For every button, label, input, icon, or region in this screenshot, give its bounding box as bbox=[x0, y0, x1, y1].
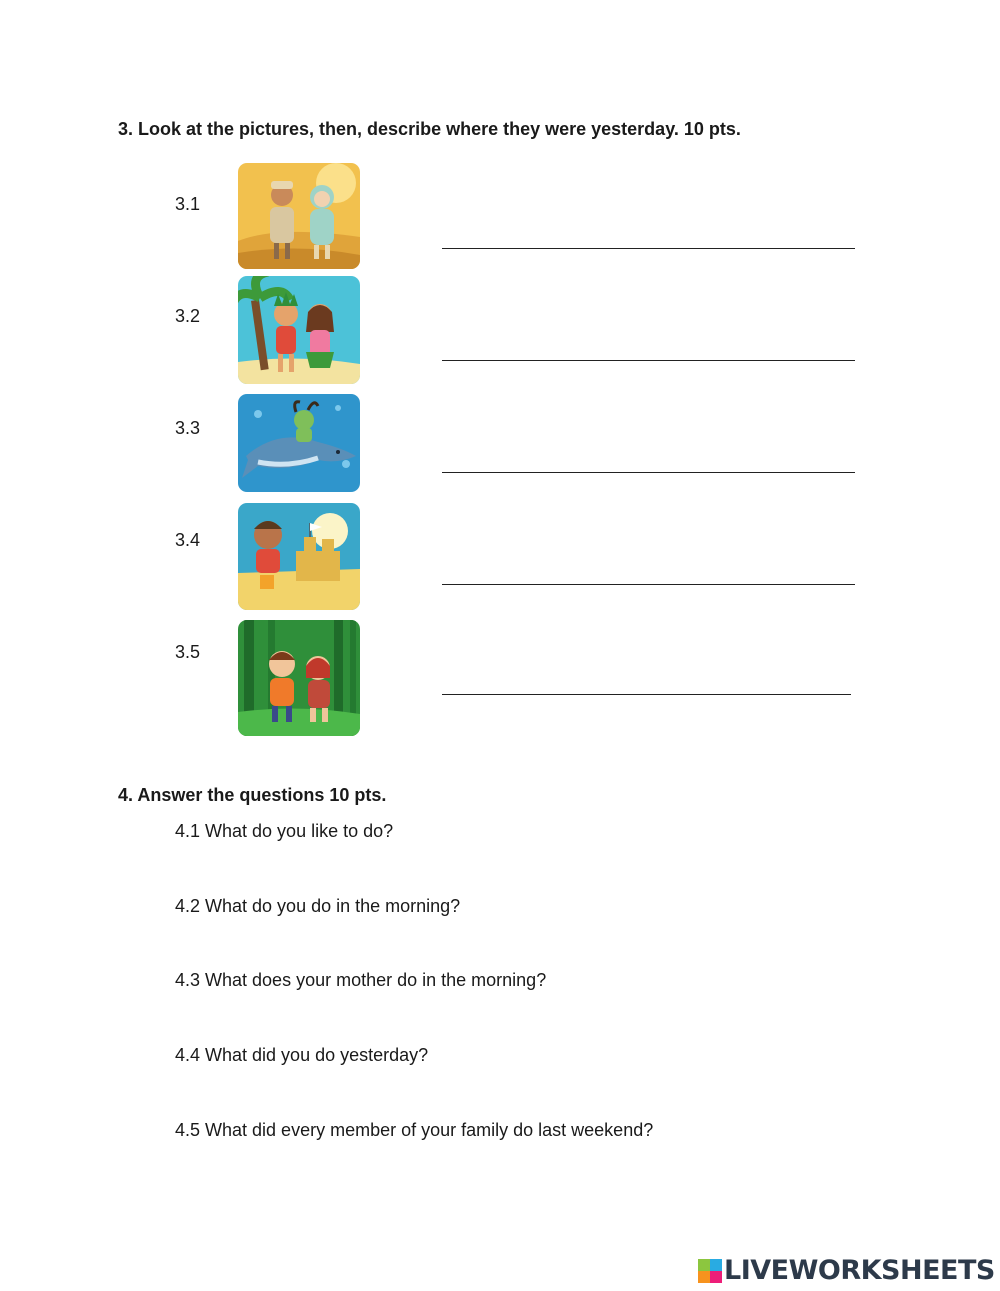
forest-icon bbox=[238, 620, 360, 736]
answer-line[interactable] bbox=[442, 694, 851, 695]
item-number: 3.3 bbox=[175, 418, 201, 438]
desert-icon bbox=[238, 163, 360, 269]
answer-line[interactable] bbox=[442, 584, 855, 585]
section-3-title: 3. Look at the pictures, then, describe where they were yesterday. 10 pts. bbox=[118, 119, 741, 139]
answer-line[interactable] bbox=[442, 248, 855, 249]
tropical-island-icon bbox=[238, 276, 360, 384]
item-number: 3.4 bbox=[175, 530, 201, 550]
question-text: 4.1 What do you like to do? bbox=[175, 821, 394, 841]
item-number: 3.5 bbox=[175, 642, 201, 662]
logo-text: LIVEWORKSHEETS bbox=[724, 1255, 995, 1286]
section-4-title: 4. Answer the questions 10 pts. bbox=[118, 785, 387, 805]
answer-line[interactable] bbox=[442, 472, 855, 473]
logo-mark-icon bbox=[698, 1259, 722, 1283]
liveworksheets-logo bbox=[698, 1255, 995, 1286]
sea-dolphin-icon bbox=[238, 394, 360, 492]
question-text: 4.3 What does your mother do in the morning? bbox=[175, 970, 547, 990]
question-text: 4.4 What did you do yesterday? bbox=[175, 1045, 429, 1065]
question-text: 4.5 What did every member of your family do last weekend? bbox=[175, 1120, 654, 1140]
question-text: 4.2 What do you do in the morning? bbox=[175, 896, 461, 916]
answer-line[interactable] bbox=[442, 360, 855, 361]
beach-sandcastle-icon bbox=[238, 503, 360, 610]
item-number: 3.1 bbox=[175, 194, 201, 214]
item-number: 3.2 bbox=[175, 306, 201, 326]
